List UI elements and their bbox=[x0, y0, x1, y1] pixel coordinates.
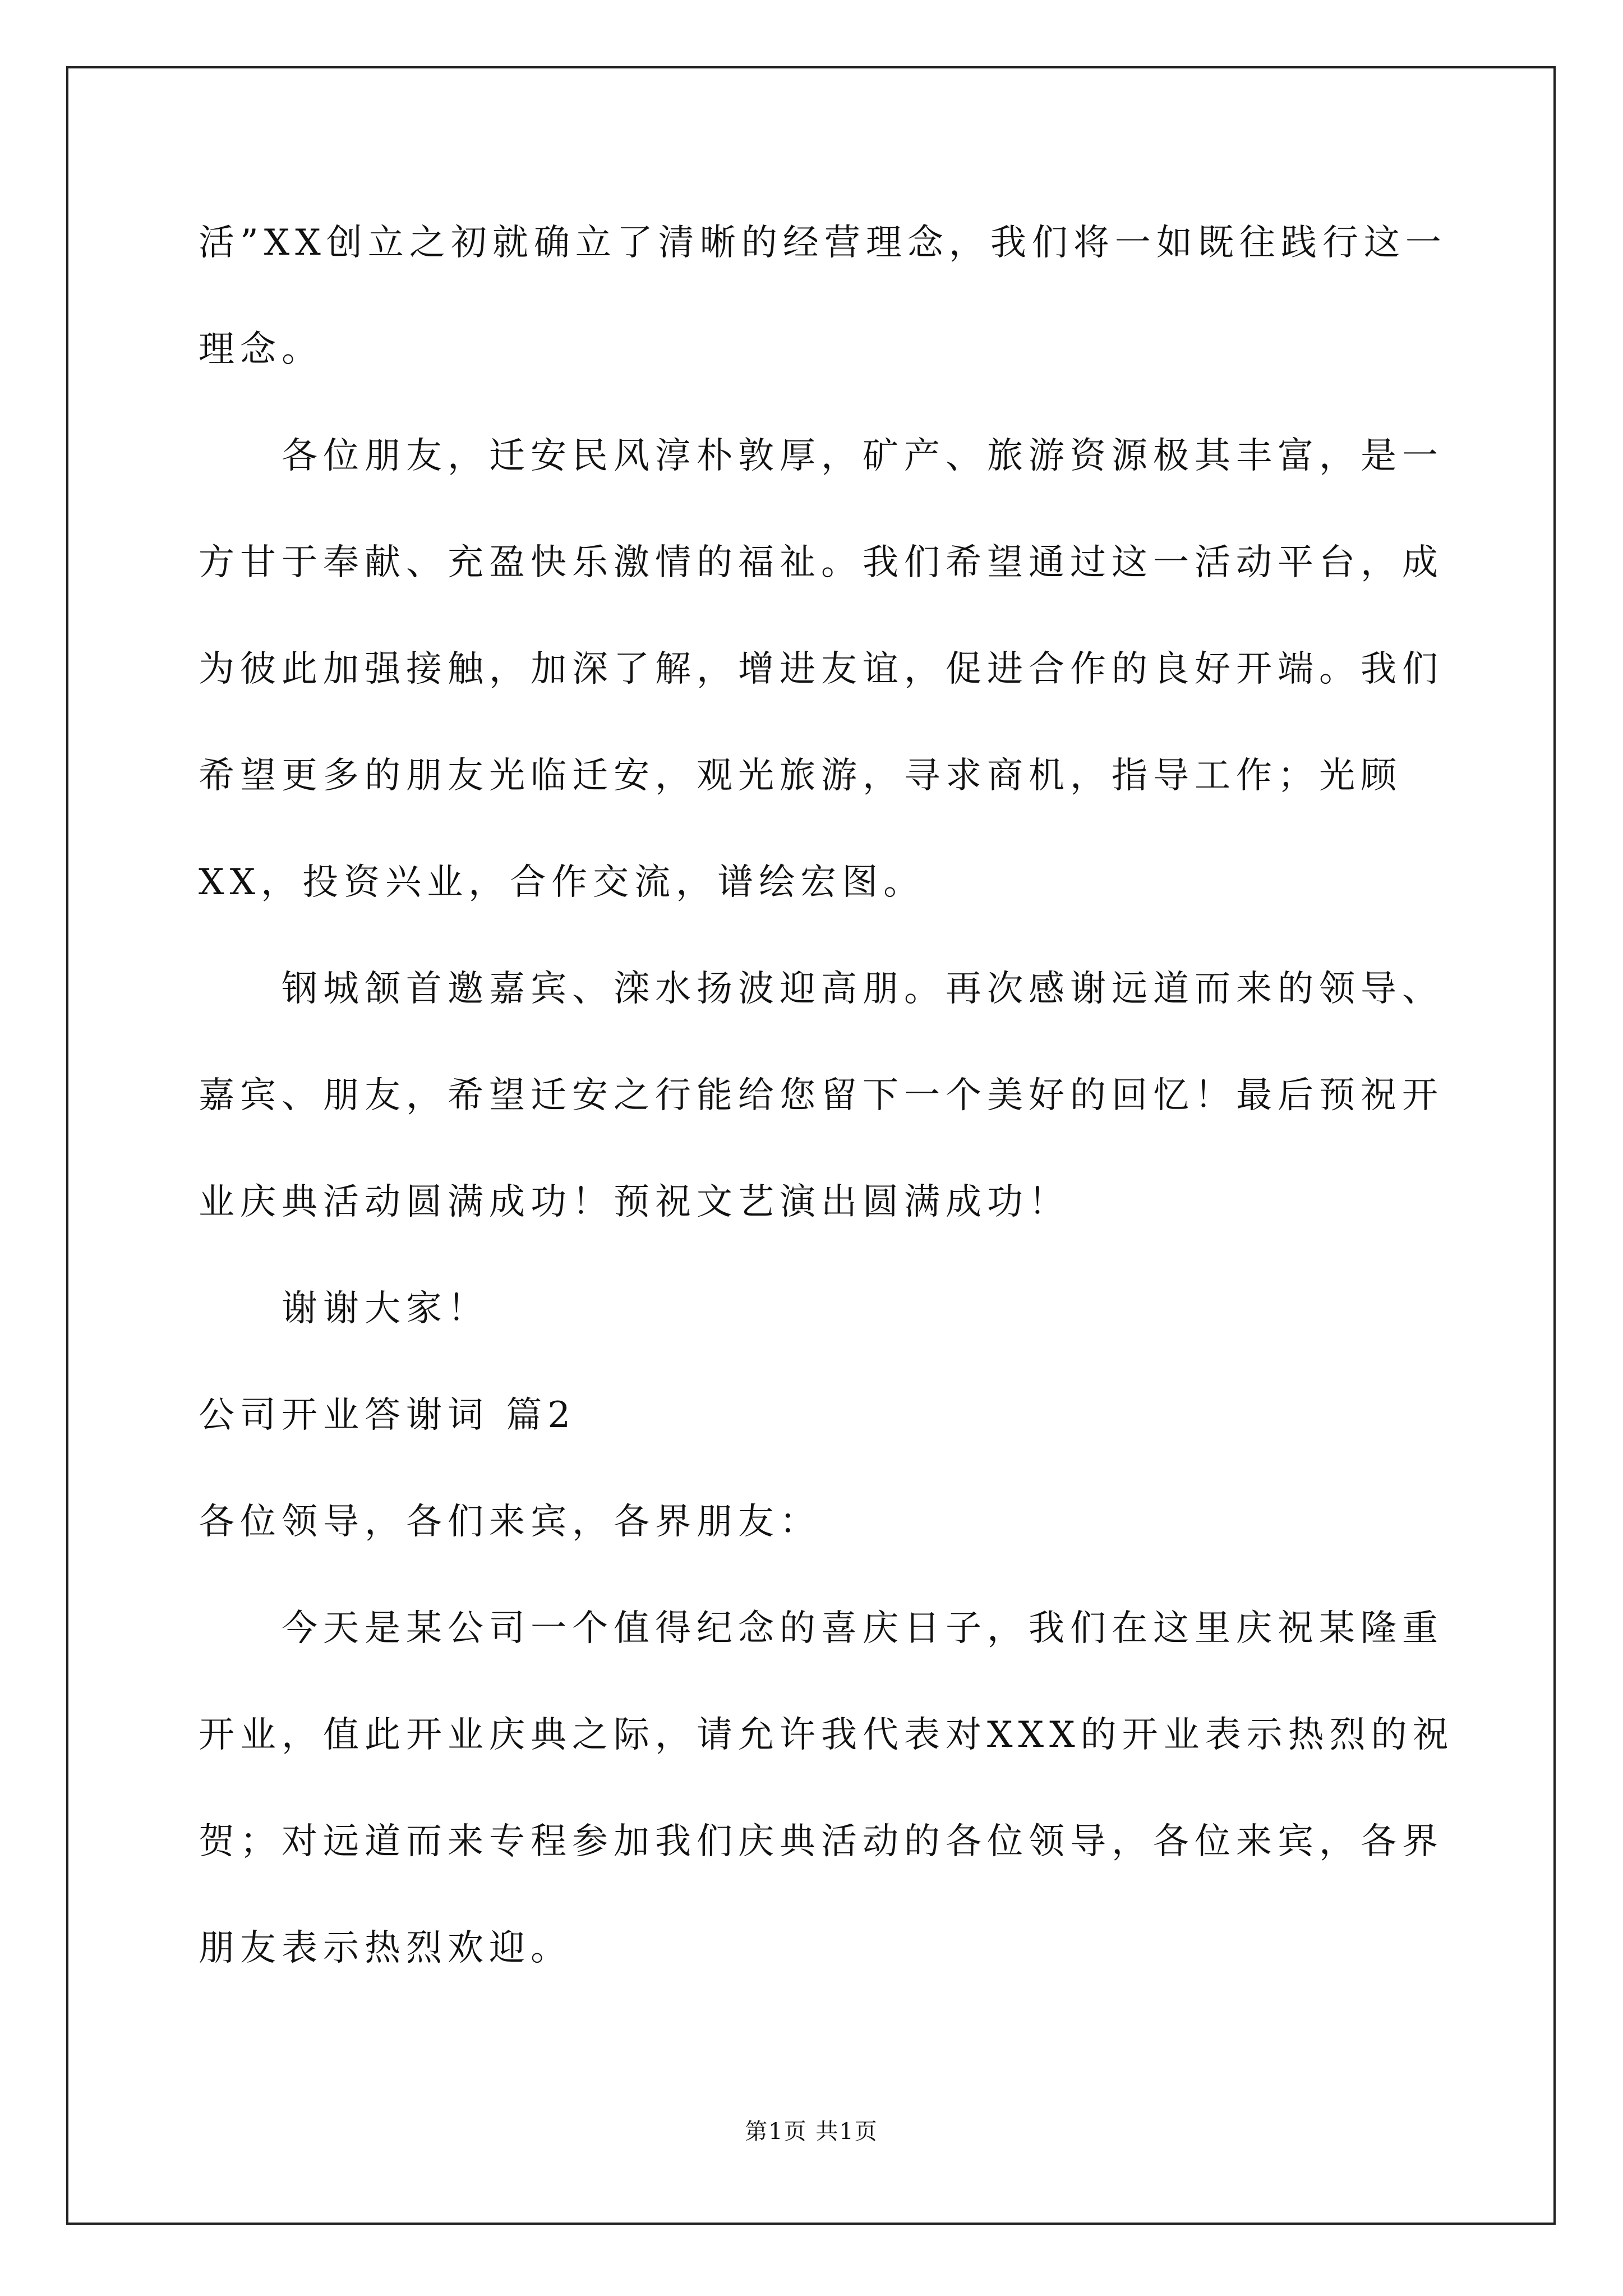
text-line: 活”XX创立之初就确立了清晰的经营理念，我们将一如既往践行这一 bbox=[199, 222, 1447, 264]
page-number-footer: 第1页 共1页 bbox=[745, 2119, 878, 2145]
text-line: 贺；对远道而来专程参加我们庆典活动的各位领导，各位来宾，各界 bbox=[199, 1821, 1444, 1862]
document-body bbox=[199, 216, 1454, 2028]
text-line: XX，投资兴业，合作交流，谱绘宏图。 bbox=[199, 862, 925, 903]
closing-thanks-line: 谢谢大家！ bbox=[282, 1288, 489, 1329]
paragraph-start-line: 各位朋友，迁安民风淳朴敦厚，矿产、旅游资源极其丰富，是一 bbox=[282, 435, 1444, 477]
text-line: 希望更多的朋友光临迁安，观光旅游，寻求商机，指导工作；光顾 bbox=[199, 755, 1402, 797]
text-line: 方甘于奉献、充盈快乐激情的福祉。我们希望通过这一活动平台，成 bbox=[199, 542, 1444, 583]
paragraph-start-line: 钢城颔首邀嘉宾、滦水扬波迎高朋。再次感谢远道而来的领导、 bbox=[282, 968, 1444, 1010]
text-line: 为彼此加强接触，加深了解，增进友谊，促进合作的良好开端。我们 bbox=[199, 648, 1444, 690]
salutation-line: 各位领导，各们来宾，各界朋友： bbox=[199, 1501, 821, 1543]
text-line: 开业，值此开业庆典之际，请允许我代表对XXX的开业表示热烈的祝 bbox=[199, 1714, 1454, 1756]
text-line: 业庆典活动圆满成功！预祝文艺演出圆满成功！ bbox=[199, 1181, 1070, 1223]
section-heading: 公司开业答谢词 篇2 bbox=[199, 1395, 577, 1436]
paragraph-start-line: 今天是某公司一个值得纪念的喜庆日子，我们在这里庆祝某隆重 bbox=[282, 1608, 1444, 1649]
text-line: 理念。 bbox=[199, 329, 323, 370]
text-line: 嘉宾、朋友，希望迁安之行能给您留下一个美好的回忆！最后预祝开 bbox=[199, 1075, 1444, 1116]
text-line: 朋友表示热烈欢迎。 bbox=[199, 1927, 572, 1969]
